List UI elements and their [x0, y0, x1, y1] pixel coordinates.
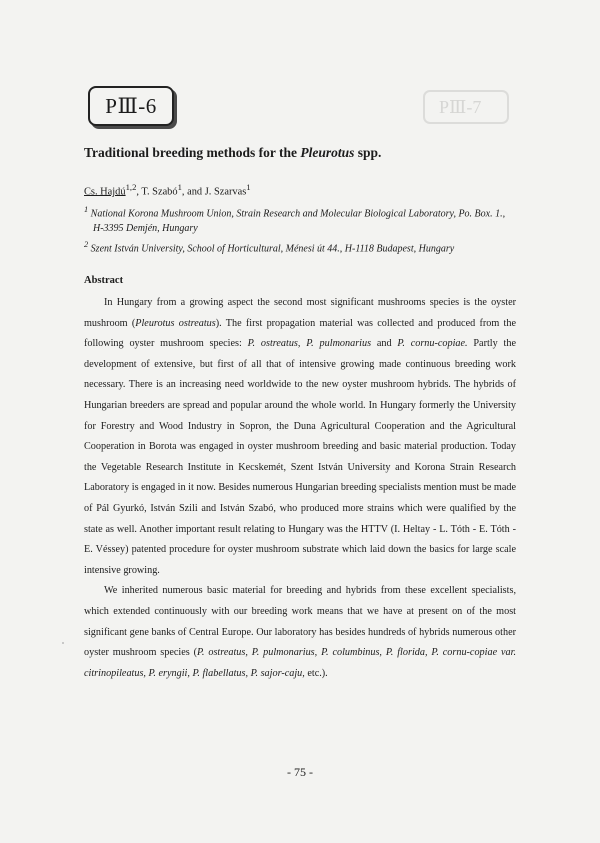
page-number: - 75 -: [287, 765, 313, 779]
section-label-box: [88, 86, 174, 126]
abstract-heading: Abstract: [84, 275, 124, 286]
scan-speck: [62, 642, 64, 644]
abstract-paragraph-2: We inherited numerous basic material for breeding and hybrids from these excellent specialists, which extended continuously with our breeding work means that we have at present on of the most significant gene banks of Central Europe. Our laboratory has besides hundreds of hybrids numerous other oyster mushroom species (P. ostreatus, P. pulmonarius, P. columbinus, P. florida, P. cornu-copiae var. citrinopileatus, P. eryngii, P. flabellatus, P. sajor-caju, etc.).: [84, 585, 516, 679]
author-name: , and J. Szarvas: [181, 186, 247, 198]
abstract-paragraph-1: In Hungary from a growing aspect the second most significant mushrooms species is the oyster mushroom (Pleurotus ostreatus). The first propagation material was collected and produced from the following oyster mushroom species: P. ostreatus, P. pulmonarius and P. cornu-copiae. Partly the development of extensive, but first of all that of intensive growing made continuous breeding work necessary. There is an increasing need worldwide to the new oyster mushroom hybrids. The hybrids of Hungarian breeders are spread and popular around the whole world. In Hungary formerly the University for Forestry and Wood Industry in Sopron, the Duna Agricultural Cooperation and the Agricultural Cooperation in Borota was engaged in oyster mushroom breeding and basic material production. Today the Vegetable Research Institute in Kecskemét, Szent István University and Korona Strain Research Laboratory is engaged in it now. Besides numerous Hungarian breeding specialists mention must be made of Pál Gyurkó, István Szili and István Szabó, who produced more strains which were qualified by the state as well. Another important result relating to Hungary was the HTTV (I. Heltay - L. Tóth - E. Tóth - E. Véssey) patented procedure for oyster mushroom substrate which laid down the basics for large scale intensive growing.: [84, 297, 516, 576]
section-label: PⅢ-6: [105, 93, 157, 118]
affiliation-2: $^2$ Szent István University, School of Horticultural, Ménesi út 44., H-1118 Budapest, Hungary: [84, 240, 455, 255]
author-name: , T. Szabó: [136, 186, 178, 198]
author-list: Cs. Hajdú$^{1,2}$, T. Szabó$^1$, and J. Szarvas$^1$: [84, 182, 251, 198]
bleed-through-label-box: PⅢ-7: [423, 90, 509, 124]
paper-title: Traditional breeding methods for the Pleurotus spp.: [84, 145, 382, 160]
abstract-body: [84, 293, 516, 684]
affiliation-1: $^1$ National Korona Mushroom Union, Strain Research and Molecular Biological Laboratory, Po. Box. 1., H-3395 Demjén, Hungary: [84, 205, 506, 235]
author-name: Cs. Hajdú: [84, 186, 126, 198]
